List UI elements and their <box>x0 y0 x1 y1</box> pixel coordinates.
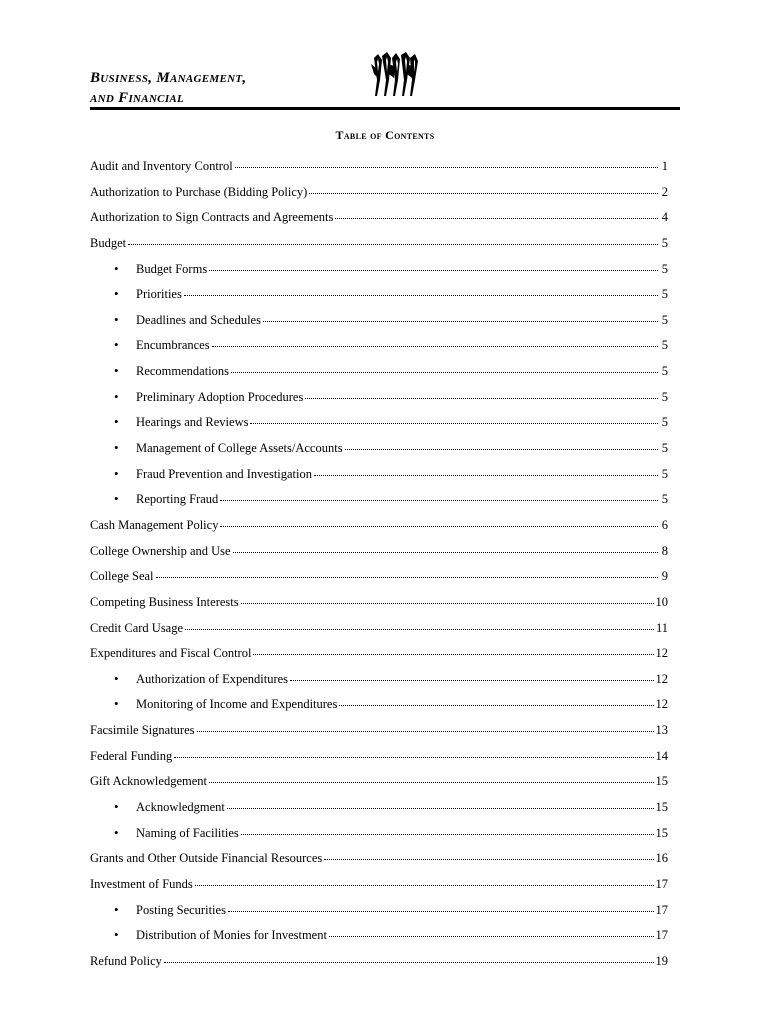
dot-leader <box>209 770 654 783</box>
toc-entry[interactable] <box>90 848 668 874</box>
toc-entry-label: College Ownership and Use <box>90 543 231 558</box>
dot-leader <box>335 206 658 219</box>
toc-entry[interactable] <box>90 156 668 182</box>
toc-entry-label: Recommendations <box>136 364 230 379</box>
toc-heading: Table of Contents <box>335 128 435 142</box>
dot-leader <box>305 386 658 399</box>
toc-entry-page-number: 10 <box>655 594 668 609</box>
toc-entry-page-number: 17 <box>655 876 668 891</box>
dot-leader <box>227 796 654 809</box>
toc-entry[interactable] <box>90 284 668 310</box>
header-divider <box>90 107 680 110</box>
bullet-icon: • <box>114 363 119 379</box>
bullet-icon: • <box>114 824 119 840</box>
toc-entry-label: Investment of Funds <box>90 876 193 891</box>
dot-leader <box>184 283 658 296</box>
toc-entry-page-number: 12 <box>655 646 668 661</box>
dot-leader <box>197 719 654 732</box>
toc-entry[interactable] <box>90 669 668 695</box>
section-title-line-1: Business, Management, <box>90 70 247 86</box>
toc-entry-label: Priorities <box>136 287 182 302</box>
dot-leader <box>164 950 654 963</box>
toc-entry-label: Budget Forms <box>136 261 208 276</box>
toc-entry-label: Facsimile Signatures <box>90 723 195 738</box>
toc-entry-label: Hearings and Reviews <box>136 415 249 430</box>
dot-leader <box>339 693 653 706</box>
toc-entry-label: Cash Management Policy <box>90 517 219 532</box>
toc-entry-page-number: 5 <box>661 492 668 507</box>
toc-entry-label: Credit Card Usage <box>90 620 184 635</box>
toc-entry-label: Expenditures and Fiscal Control <box>90 646 252 661</box>
dot-leader <box>309 181 658 194</box>
dot-leader <box>228 899 654 912</box>
dot-leader <box>174 745 653 758</box>
toc-entry-label: Grants and Other Outside Financial Resources <box>90 851 323 866</box>
dot-leader <box>324 847 653 860</box>
bullet-icon: • <box>114 311 119 327</box>
toc-entry[interactable] <box>90 618 668 644</box>
toc-entry[interactable] <box>90 412 668 438</box>
toc-entry-page-number: 15 <box>655 825 668 840</box>
toc-entry-label: Distribution of Monies for Investment <box>136 928 327 943</box>
toc-entry-page-number: 5 <box>661 466 668 481</box>
dot-leader <box>209 258 658 271</box>
toc-entry-label: Authorization to Purchase (Bidding Policy) <box>90 184 308 199</box>
toc-entry-page-number: 9 <box>661 569 668 584</box>
bullet-icon: • <box>114 414 119 430</box>
toc-entry-label: Audit and Inventory Control <box>90 159 233 173</box>
bullet-icon: • <box>114 670 119 686</box>
toc-entry-page-number: 5 <box>661 235 668 250</box>
toc-entry[interactable] <box>90 951 668 977</box>
dot-leader <box>329 924 654 937</box>
toc-entry-page-number: 19 <box>655 953 668 968</box>
toc-entry-label: Federal Funding <box>90 748 173 763</box>
toc-entry-label: Encumbrances <box>136 338 210 353</box>
bullet-icon: • <box>114 440 119 456</box>
toc-entry-page-number: 5 <box>661 415 668 430</box>
dot-leader <box>185 617 654 630</box>
toc-entry-label: Authorization to Sign Contracts and Agreements <box>90 210 334 225</box>
toc-entry-label: Deadlines and Schedules <box>136 312 261 327</box>
toc-entry-page-number: 4 <box>661 210 668 225</box>
dot-leader <box>241 591 654 604</box>
toc-entry-page-number: 5 <box>661 312 668 327</box>
toc-entry-page-number: 14 <box>655 748 668 763</box>
toc-entry-label: Naming of Facilities <box>136 825 239 840</box>
toc-entry[interactable] <box>90 310 668 336</box>
toc-entry-label: Fraud Prevention and Investigation <box>136 466 313 481</box>
toc-entry-page-number: 5 <box>661 364 668 379</box>
toc-entry[interactable] <box>90 694 668 720</box>
dot-leader <box>220 514 658 527</box>
toc-entry[interactable] <box>90 643 668 669</box>
dot-leader <box>231 360 658 373</box>
toc-entry[interactable] <box>90 182 668 208</box>
toc-entry-label: Preliminary Adoption Procedures <box>136 389 304 404</box>
toc-entry-page-number: 12 <box>655 697 668 712</box>
dot-leader <box>128 232 658 245</box>
bullet-icon: • <box>114 901 119 917</box>
toc-entry-page-number: 16 <box>655 851 668 866</box>
toc-entry[interactable] <box>90 541 668 567</box>
dot-leader <box>212 334 658 347</box>
bullet-icon: • <box>114 465 119 481</box>
toc-entry-label: College Seal <box>90 569 154 584</box>
toc-entry-page-number: 5 <box>661 389 668 404</box>
bullet-icon: • <box>114 491 119 507</box>
toc-entry-page-number: 5 <box>661 287 668 302</box>
dot-leader <box>241 822 654 835</box>
bullet-icon: • <box>114 388 119 404</box>
toc-entry[interactable] <box>90 925 668 951</box>
toc-entry[interactable] <box>90 387 668 413</box>
dot-leader <box>235 155 658 168</box>
toc-entry[interactable] <box>90 823 668 849</box>
wheat-sheaf-logo-icon <box>368 50 422 100</box>
toc-entry-page-number: 2 <box>661 184 668 199</box>
toc-entry-label: Management of College Assets/Accounts <box>136 441 343 456</box>
toc-entry-page-number: 11 <box>655 620 668 635</box>
toc-entry[interactable] <box>90 900 668 926</box>
toc-entry-label: Budget <box>90 235 127 250</box>
toc-entry[interactable] <box>90 489 668 515</box>
toc-entry-page-number: 5 <box>661 261 668 276</box>
toc-entry-page-number: 5 <box>661 441 668 456</box>
dot-leader <box>290 668 653 681</box>
toc-entry-label: Competing Business Interests <box>90 594 239 609</box>
bullet-icon: • <box>114 260 119 276</box>
toc-entry-label: Refund Policy <box>90 953 162 968</box>
bullet-icon: • <box>114 286 119 302</box>
toc-entry[interactable] <box>90 361 668 387</box>
bullet-icon: • <box>114 696 119 712</box>
dot-leader <box>156 565 658 578</box>
dot-leader <box>345 437 658 450</box>
toc-entry[interactable] <box>90 233 668 259</box>
document-header <box>90 68 680 112</box>
toc-entry-label: Authorization of Expenditures <box>136 671 289 686</box>
toc-entry[interactable] <box>90 335 668 361</box>
toc-entry[interactable] <box>90 746 668 772</box>
toc-entry-page-number: 8 <box>661 543 668 558</box>
toc-entry-page-number: 15 <box>655 774 668 789</box>
toc-entry-page-number: 17 <box>655 902 668 917</box>
toc-entry[interactable] <box>90 566 668 592</box>
toc-entry[interactable] <box>90 720 668 746</box>
dot-leader <box>263 309 658 322</box>
toc-entry-label: Gift Acknowledgement <box>90 774 207 789</box>
toc-entry-label: Acknowledgment <box>136 800 225 815</box>
dot-leader <box>314 463 658 476</box>
toc-entry-page-number: 13 <box>655 723 668 738</box>
toc-entry-page-number: 1 <box>661 159 668 173</box>
toc-entry-label: Reporting Fraud <box>136 492 219 507</box>
dot-leader <box>233 540 658 553</box>
toc-entry-page-number: 17 <box>655 928 668 943</box>
toc-entry-page-number: 6 <box>661 517 668 532</box>
toc-entry[interactable] <box>90 771 668 797</box>
toc-entry-page-number: 12 <box>655 671 668 686</box>
toc-entry[interactable] <box>90 464 668 490</box>
toc-entry[interactable] <box>90 259 668 285</box>
section-title-line-2: and Financial <box>90 90 185 106</box>
toc-entry[interactable] <box>90 207 668 233</box>
toc-entry-page-number: 15 <box>655 800 668 815</box>
dot-leader <box>253 642 653 655</box>
toc-entry-label: Posting Securities <box>136 902 226 917</box>
toc-entry[interactable] <box>90 874 668 900</box>
bullet-icon: • <box>114 337 119 353</box>
toc-entry[interactable] <box>90 592 668 618</box>
toc-entry[interactable] <box>90 438 668 464</box>
bullet-icon: • <box>114 799 119 815</box>
dot-leader <box>250 411 658 424</box>
toc-entry-label: Monitoring of Income and Expenditures <box>136 697 338 712</box>
toc-entry-page-number: 5 <box>661 338 668 353</box>
bullet-icon: • <box>114 927 119 943</box>
toc-entry[interactable] <box>90 515 668 541</box>
dot-leader <box>220 488 658 501</box>
table-of-contents <box>90 156 668 977</box>
dot-leader <box>195 873 654 886</box>
toc-entry[interactable] <box>90 797 668 823</box>
